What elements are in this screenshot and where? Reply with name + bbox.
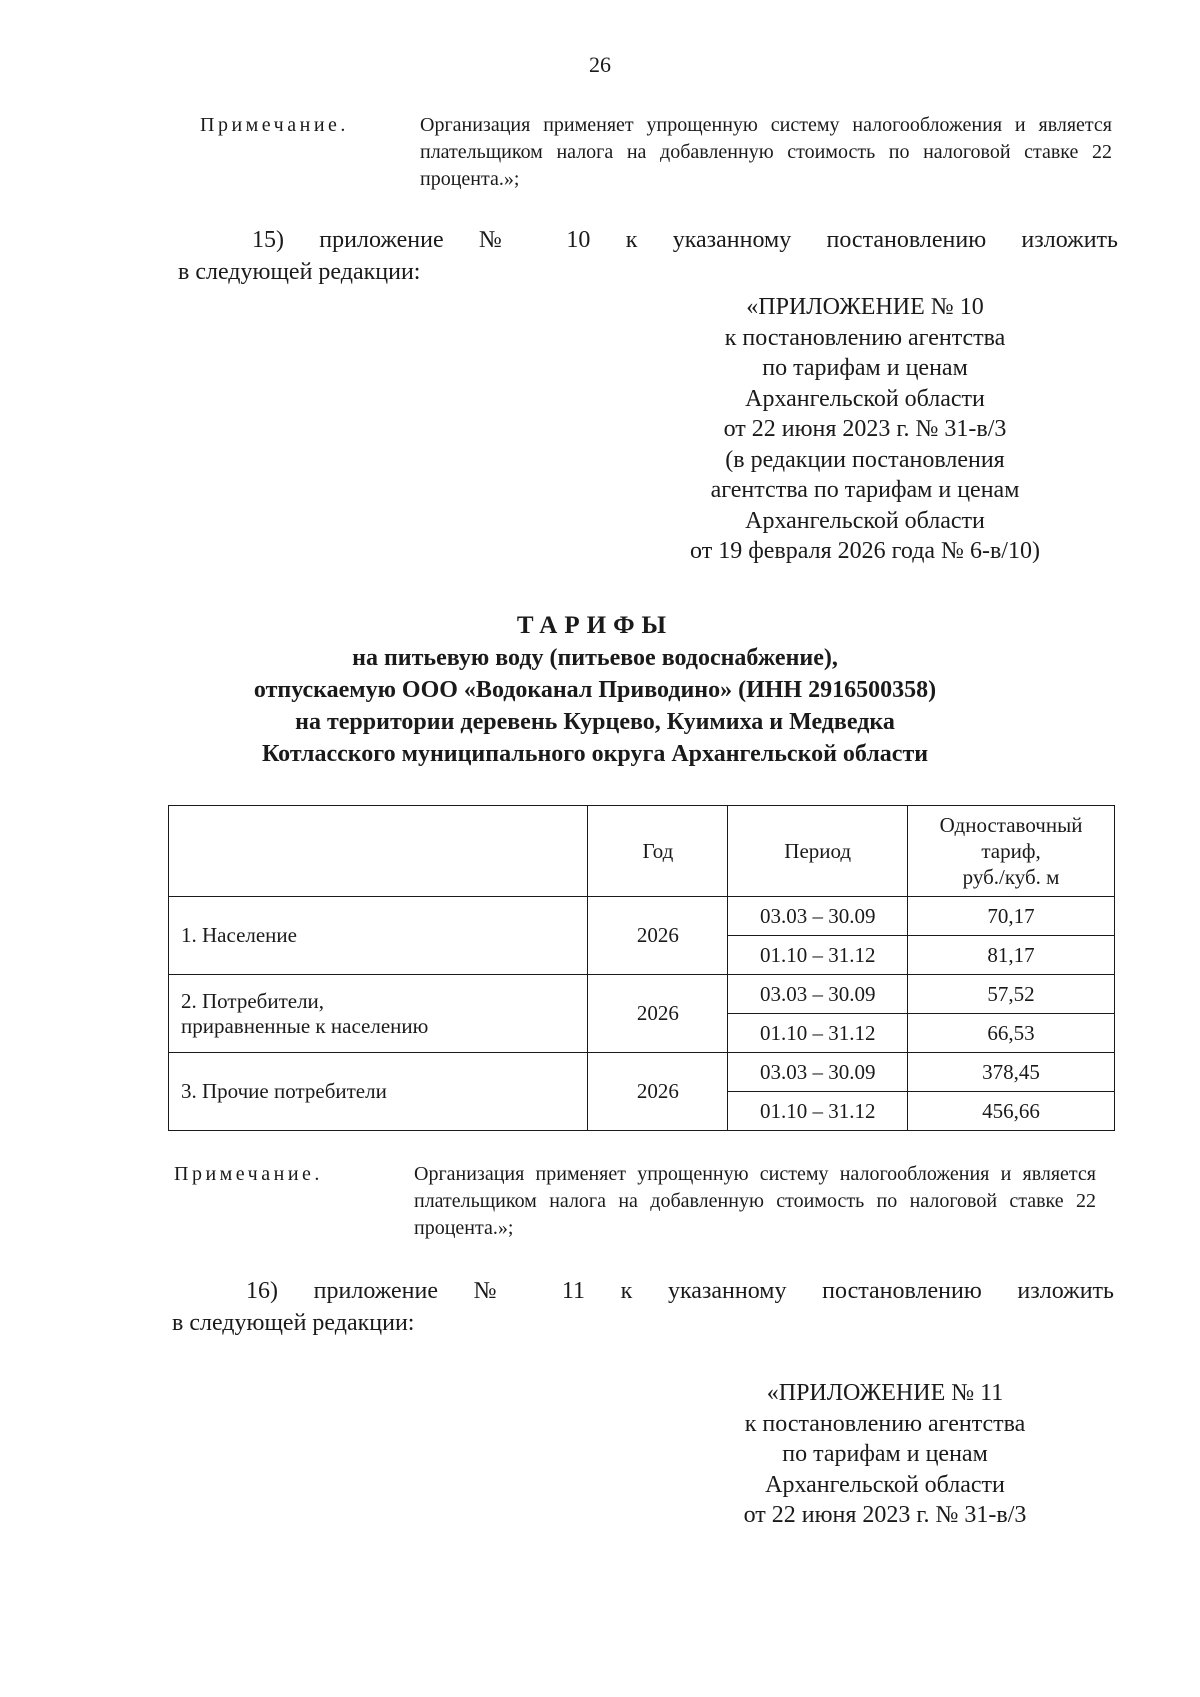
note-2-label: Примечание. <box>174 1163 323 1185</box>
period-cell: 03.03 – 30.09 <box>728 1053 908 1092</box>
appendix-10-line: по тарифам и ценам <box>762 355 968 381</box>
appendix-11-line: по тарифам и ценам <box>782 1441 988 1467</box>
period-cell: 01.10 – 31.12 <box>728 936 908 975</box>
appendix-10-line: к постановлению агентства <box>724 324 1006 351</box>
tariff-table <box>168 805 1115 1131</box>
note-1-text: Организация применяет упрощенную систему налогообложения и является плательщиком налога на добавленную стоимость по налоговой ставке 22 процента.»; <box>420 114 1112 190</box>
page-number: 26 <box>589 52 611 77</box>
year-cell: 2026 <box>588 1053 728 1131</box>
appendix-11-line: «ПРИЛОЖЕНИЕ № 11 <box>766 1380 1004 1406</box>
tariff-cell: 57,52 <box>908 975 1115 1014</box>
tariff-title <box>120 610 1070 770</box>
category-cell <box>169 1053 588 1131</box>
appendix-10-line: (в редакции постановления <box>725 446 1005 473</box>
category-cell <box>169 897 588 975</box>
paragraph-16-line-2: в следующей редакции: <box>172 1310 415 1336</box>
header-tariff-line: Одноставочный <box>939 813 1083 837</box>
header-tariff-line: тариф, <box>981 839 1041 863</box>
note-1 <box>200 112 1112 193</box>
table-row <box>169 975 1115 1014</box>
table-row <box>169 1053 1115 1092</box>
period-cell: 01.10 – 31.12 <box>728 1092 908 1131</box>
header-category <box>169 806 588 897</box>
header-period: Период <box>728 806 908 897</box>
title-line: на питьевую воду (питьевое водоснабжение), <box>352 645 838 671</box>
note-1-label: Примечание. <box>200 114 349 136</box>
year-cell: 2026 <box>588 975 728 1053</box>
table-row <box>169 897 1115 936</box>
appendix-10-line: от 22 июня 2023 г. № 31-в/3 <box>723 416 1007 442</box>
category-line: приравненные к населению <box>181 1013 429 1038</box>
note-2 <box>174 1161 1096 1242</box>
title-main: ТАРИФЫ <box>516 612 674 639</box>
category-line: 1. Население <box>181 923 297 947</box>
appendix-11-line: от 22 июня 2023 г. № 31-в/3 <box>743 1502 1027 1528</box>
appendix-10-line: Архангельской области <box>745 385 985 412</box>
table-header-row <box>169 806 1115 897</box>
appendix-10-header <box>640 292 1090 567</box>
paragraph-16-line-1: 16) приложение № 11 к указанному постановлению изложить <box>246 1278 1114 1304</box>
appendix-10-line: «ПРИЛОЖЕНИЕ № 10 <box>746 294 984 320</box>
category-line: 2. Потребители, <box>181 988 325 1013</box>
appendix-11-line: к постановлению агентства <box>744 1410 1026 1437</box>
header-year: Год <box>588 806 728 897</box>
period-cell: 01.10 – 31.12 <box>728 1014 908 1053</box>
title-line: Котласского муниципального округа Архангельской области <box>261 741 929 767</box>
tariff-cell: 378,45 <box>908 1053 1115 1092</box>
paragraph-15-line-1: 15) приложение № 10 к указанному постановлению изложить <box>252 227 1118 253</box>
tariff-cell: 66,53 <box>908 1014 1115 1053</box>
header-tariff <box>908 806 1115 897</box>
appendix-10-line: Архангельской области <box>745 507 985 534</box>
title-line: на территории деревень Курцево, Куимиха и Медведка <box>295 709 895 735</box>
appendix-10-line: от 19 февраля 2026 года № 6-в/10) <box>690 538 1040 564</box>
tariff-cell: 70,17 <box>908 897 1115 936</box>
appendix-10-line: агентства по тарифам и ценам <box>710 477 1020 503</box>
paragraph-15-line-2: в следующей редакции: <box>178 259 421 285</box>
header-tariff-line: руб./куб. м <box>962 865 1060 889</box>
paragraph-15 <box>178 224 1118 288</box>
period-cell: 03.03 – 30.09 <box>728 897 908 936</box>
paragraph-16 <box>172 1275 1114 1339</box>
title-line: отпускаемую ООО «Водоканал Приводино» (ИНН 2916500358) <box>253 677 937 703</box>
note-2-text: Организация применяет упрощенную систему налогообложения и является плательщиком налога на добавленную стоимость по налоговой ставке 22 процента.»; <box>414 1163 1096 1239</box>
year-cell: 2026 <box>588 897 728 975</box>
category-line: 3. Прочие потребители <box>181 1079 387 1103</box>
tariff-cell: 81,17 <box>908 936 1115 975</box>
tariff-cell: 456,66 <box>908 1092 1115 1131</box>
period-cell: 03.03 – 30.09 <box>728 975 908 1014</box>
appendix-11-header <box>660 1378 1110 1531</box>
category-cell <box>169 975 588 1053</box>
appendix-11-line: Архангельской области <box>765 1471 1005 1498</box>
